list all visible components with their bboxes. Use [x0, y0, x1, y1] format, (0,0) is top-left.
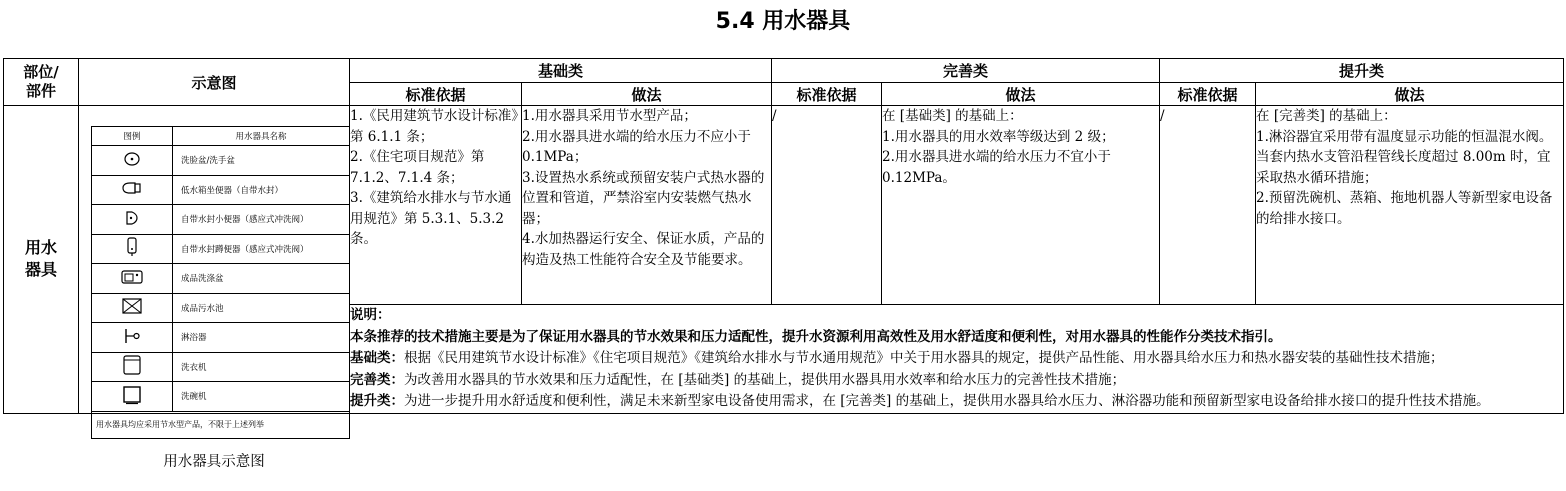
basic-standard-item: 3.《建筑给水排水与节水通用规范》第 5.3.1、5.3.2 条。 [350, 190, 512, 247]
diagram-cell [79, 106, 350, 470]
note-summary: 本条推荐的技术措施主要是为了保证用水器具的节水效果和压力适配性，提升水资源利用高效性及用水舒适度和便利性，对用水器具的性能作分类技术指引。 [350, 328, 1282, 345]
upgrade-standard-cell: / [1160, 106, 1256, 305]
basic-standard-cell [350, 106, 522, 305]
fixtures-table [3, 58, 1564, 470]
page-title: 5.4 用水器具 [715, 9, 851, 34]
legend-footnote: 用水器具均应采用节水型产品，不限于上述列举 [92, 411, 350, 438]
improve-standard-cell: / [772, 106, 882, 305]
header-part: 部位/ 部件 [4, 59, 79, 106]
header-improve: 完善类 [772, 59, 1160, 83]
basic-method-item: 2.用水器具进水端的给水压力不应小于 0.1MPa； [522, 128, 751, 165]
header-basic: 基础类 [350, 59, 772, 83]
basic-method-item: 3.设置热水系统或预留安装户式热水器的位置和管道，严禁浴室内安装燃气热水器； [522, 169, 765, 227]
improve-method-cell [882, 106, 1160, 305]
upgrade-method-item: 2.预留洗碗机、蒸箱、拖地机器人等新型家电设备的给排水接口。 [1256, 190, 1553, 227]
upgrade-method-item: 在 [完善类] 的基础上： [1256, 108, 1397, 124]
header-diagram: 示意图 [79, 59, 350, 106]
legend-item-name: 自带水封小便器（感应式冲洗阀） [173, 205, 350, 235]
basic-method-item: 1.用水器具采用节水型产品； [522, 108, 697, 124]
dishwasher-icon [92, 382, 173, 412]
header-basic-method: 做法 [522, 83, 772, 106]
washing-machine-icon [92, 352, 173, 382]
mop-sink-icon [92, 293, 173, 323]
header-upgrade: 提升类 [1160, 59, 1564, 83]
improve-method-item: 在 [基础类] 的基础上： [882, 108, 1023, 124]
header-improve-standard: 标准依据 [772, 83, 882, 106]
diagram-caption: 用水器具示意图 [163, 454, 265, 470]
part-cell: 用水 器具 [4, 106, 79, 414]
upgrade-method-item: 1.淋浴器宜采用带有温度显示功能的恒温混水阀。当套内热水支管沿程管线长度超过 8.00m 时，宜采取热水循环措施； [1256, 128, 1553, 186]
upgrade-method-cell [1256, 106, 1564, 305]
note-heading: 说明： [350, 307, 391, 323]
improve-method-item: 2.用水器具进水端的给水压力不宜小于 0.12MPa。 [882, 149, 1111, 186]
legend-item-name: 洗碗机 [173, 382, 350, 412]
legend-item-name: 洗脸盆/洗手盆 [173, 146, 350, 176]
basic-standard-item: 1.《民用建筑节水设计标准》第 6.1.1 条； [350, 108, 519, 145]
note-cell [350, 305, 1564, 414]
note-upgrade-text: 为进一步提升用水舒适度和便利性，满足未来新型家电设备使用需求，在 [完善类] 的基础上，提供用水器具给水压力、淋浴器功能和预留新型家电设备给排水接口的提升性技术措施。 [404, 393, 1490, 409]
header-basic-standard: 标准依据 [350, 83, 522, 106]
legend-item-name: 洗衣机 [173, 352, 350, 382]
note-upgrade-label: 提升类： [350, 393, 404, 409]
basic-standard-item: 2.《住宅项目规范》第 7.1.2、7.1.4 条； [350, 149, 485, 186]
improve-method-item: 1.用水器具的用水效率等级达到 2 级； [882, 128, 1115, 145]
basic-method-item: 4.水加热器运行安全、保证水质，产品的构造及热工性能符合安全及节能要求。 [522, 231, 765, 268]
legend-item-name: 淋浴器 [173, 323, 350, 353]
squat-toilet-icon [92, 234, 173, 264]
legend-item-name: 成品污水池 [173, 293, 350, 323]
header-upgrade-standard: 标准依据 [1160, 83, 1256, 106]
legend-table [91, 126, 350, 439]
washbasin-icon [92, 146, 173, 176]
legend-item-name: 自带水封蹲便器（感应式冲洗阀） [173, 234, 350, 264]
legend-item-name: 成品洗涤盆 [173, 264, 350, 294]
header-improve-method: 做法 [882, 83, 1160, 106]
note-basic-label: 基础类： [350, 350, 404, 366]
note-basic-text: 根据《民用建筑节水设计标准》《住宅项目规范》《建筑给水排水与节水通用规范》中关于用水器具的规定，提供产品性能、用水器具给水压力和热水器安装的基础性技术措施； [404, 350, 1444, 366]
laundry-sink-icon [92, 264, 173, 294]
note-improve-label: 完善类： [350, 371, 404, 388]
header-upgrade-method: 做法 [1256, 83, 1564, 106]
note-improve-text: 为改善用水器具的节水效果和压力适配性，在 [基础类] 的基础上，提供用水器具用水效率和给水压力的完善性技术措施； [404, 371, 1126, 388]
toilet-icon [92, 175, 173, 205]
basic-method-cell [522, 106, 772, 305]
legend-header-icon: 图例 [92, 127, 173, 146]
shower-icon [92, 323, 173, 353]
urinal-icon [92, 205, 173, 235]
legend-header-name: 用水器具名称 [173, 127, 350, 146]
legend-item-name: 低水箱坐便器（自带水封） [173, 175, 350, 205]
